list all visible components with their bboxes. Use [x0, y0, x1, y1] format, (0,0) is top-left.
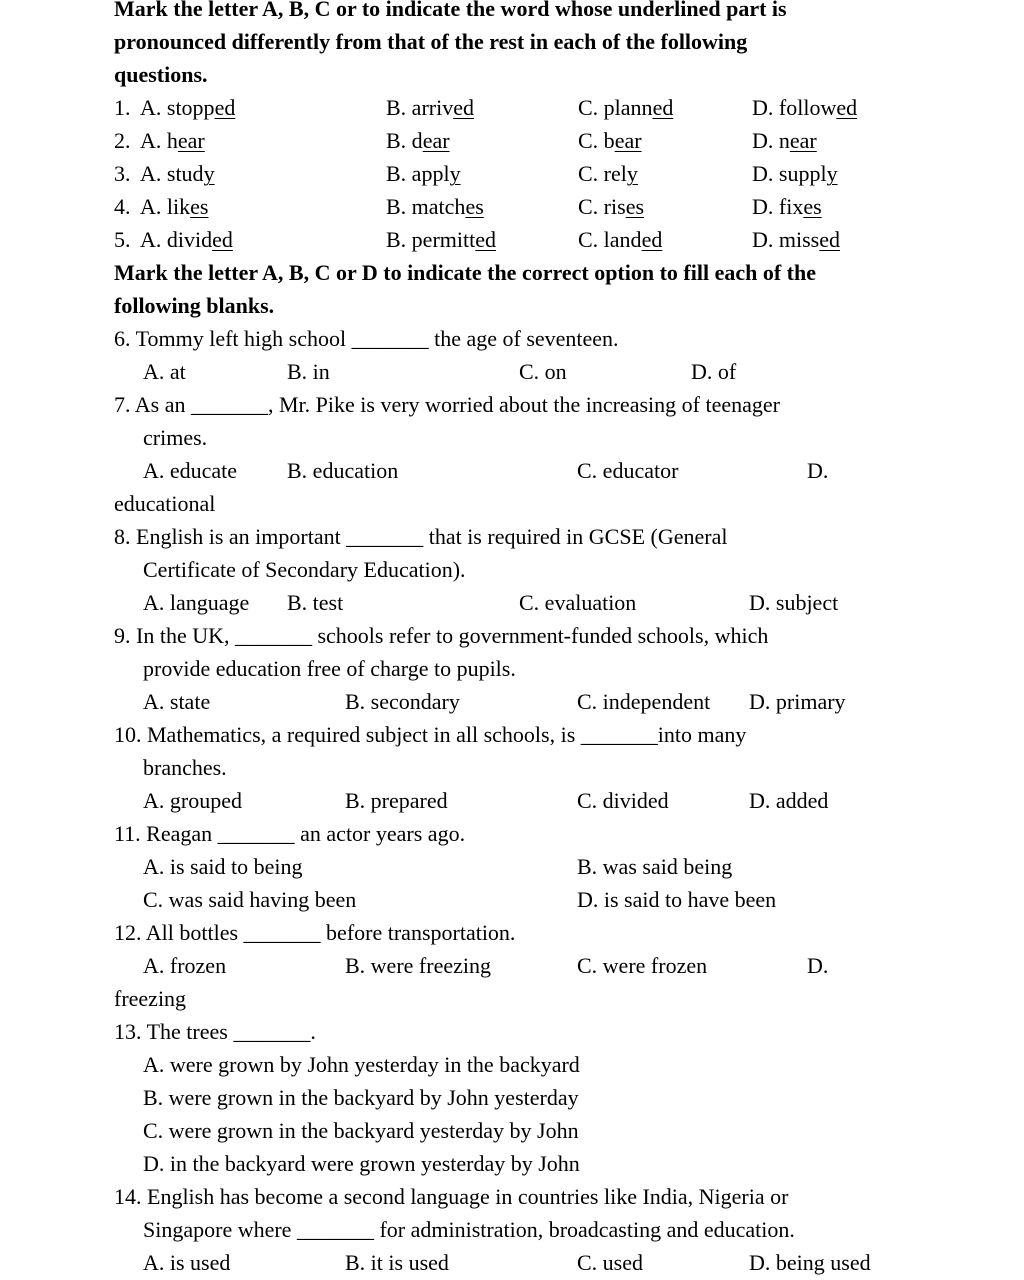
option-text: B. permitt	[386, 227, 476, 252]
option-b[interactable]	[386, 157, 461, 190]
question-number: 2.	[114, 128, 131, 153]
question-14-continuation: Singapore where _______ for administration, broadcasting and education.	[143, 1217, 795, 1242]
option-a[interactable]: A. were grown by John yesterday in the backyard	[143, 1052, 580, 1077]
question-14-options	[114, 1246, 914, 1279]
question-number: 4.	[114, 194, 131, 219]
underlined-part: ear	[177, 128, 205, 153]
question-11-options-row1	[114, 850, 914, 883]
underlined-part: y	[203, 161, 215, 186]
option-d[interactable]	[752, 223, 840, 256]
option-c[interactable]: C. used	[577, 1250, 643, 1275]
option-c[interactable]: C. were grown in the backyard yesterday by John	[143, 1118, 579, 1143]
section2-instruction-line1: Mark the letter A, B, C or D to indicate the correct option to fill each of the	[114, 260, 817, 285]
option-b[interactable]	[386, 124, 450, 157]
option-text: C. rel	[578, 161, 627, 186]
pronunciation-questions	[114, 91, 914, 256]
underlined-part: es	[190, 194, 209, 219]
question-7-continuation: crimes.	[143, 425, 208, 450]
underlined-part: ed	[641, 227, 663, 252]
option-d[interactable]: D.	[807, 458, 829, 483]
question-12-option-d-wrap[interactable]: freezing	[114, 986, 187, 1011]
option-b[interactable]: B. education	[287, 458, 399, 483]
option-a[interactable]: A. is used	[143, 1250, 231, 1275]
option-text: A. lik	[140, 194, 191, 219]
option-c[interactable]	[578, 157, 638, 190]
question-7-options	[114, 454, 914, 487]
question-number: 5.	[114, 227, 131, 252]
option-b[interactable]: B. prepared	[345, 788, 448, 813]
option-text: C. b	[578, 128, 615, 153]
question-11-options-row2	[114, 883, 914, 916]
option-text: C. ris	[578, 194, 626, 219]
option-a[interactable]: A. grouped	[143, 788, 242, 813]
option-c[interactable]: C. on	[519, 359, 567, 384]
option-text: C. land	[578, 227, 642, 252]
option-a[interactable]	[140, 223, 233, 256]
question-9-options	[114, 685, 914, 718]
question-2-row	[114, 124, 914, 157]
underlined-part: y	[626, 161, 638, 186]
question-7-stem: 7. As an _______, Mr. Pike is very worried about the increasing of teenager	[114, 392, 780, 417]
option-c[interactable]: C. independent	[577, 689, 711, 714]
option-text: D. miss	[752, 227, 820, 252]
option-text: B. appl	[386, 161, 450, 186]
option-a[interactable]: A. is said to being	[143, 854, 303, 879]
option-text: D. fix	[752, 194, 804, 219]
underlined-part: ed	[453, 95, 474, 120]
option-b[interactable]	[386, 91, 474, 124]
underlined-part: ear	[614, 128, 642, 153]
option-b[interactable]: B. was said being	[577, 854, 733, 879]
option-text: D. suppl	[752, 161, 827, 186]
question-12-stem: 12. All bottles _______ before transportation.	[114, 920, 516, 945]
option-text: A. h	[140, 128, 178, 153]
underlined-part: ed	[475, 227, 496, 252]
option-b[interactable]: B. were grown in the backyard by John yesterday	[143, 1085, 579, 1110]
option-text: D. n	[752, 128, 790, 153]
question-8-continuation: Certificate of Secondary Education).	[143, 557, 466, 582]
underlined-part: y	[449, 161, 461, 186]
option-d[interactable]: D. in the backyard were grown yesterday by John	[143, 1151, 580, 1176]
underlined-part: y	[826, 161, 838, 186]
underlined-part: es	[803, 194, 822, 219]
underlined-part: ear	[422, 128, 450, 153]
question-8-stem: 8. English is an important _______ that is required in GCSE (General	[114, 524, 728, 549]
option-c[interactable]	[578, 190, 644, 223]
section1-instruction-line2: pronounced differently from that of the rest in each of the following	[114, 29, 748, 54]
option-a[interactable]	[140, 91, 235, 124]
option-d[interactable]: D. added	[749, 788, 829, 813]
option-d[interactable]	[752, 190, 822, 223]
option-text: A. stud	[140, 161, 204, 186]
question-9-stem: 9. In the UK, _______ schools refer to government-funded schools, which	[114, 623, 769, 648]
option-text: B. arriv	[386, 95, 454, 120]
question-number: 1.	[114, 95, 131, 120]
option-a[interactable]: A. educate	[143, 458, 238, 483]
option-c[interactable]: C. evaluation	[519, 590, 637, 615]
option-b[interactable]: B. test	[287, 590, 344, 615]
question-9-continuation: provide education free of charge to pupils.	[143, 656, 516, 681]
underlined-part: ed	[652, 95, 674, 120]
option-a[interactable]: A. at	[143, 359, 186, 384]
option-c[interactable]	[578, 223, 662, 256]
option-b[interactable]: B. secondary	[345, 689, 460, 714]
question-10-options	[114, 784, 914, 817]
question-13-stem: 13. The trees _______.	[114, 1019, 316, 1044]
underlined-part: ed	[212, 227, 233, 252]
option-a[interactable]	[140, 124, 205, 157]
section1-instruction-line3: questions.	[114, 62, 208, 87]
question-10-continuation: branches.	[143, 755, 227, 780]
option-a[interactable]: A. state	[143, 689, 211, 714]
option-d[interactable]	[752, 91, 857, 124]
underlined-part: ed	[214, 95, 236, 120]
option-d[interactable]: D. of	[691, 359, 737, 384]
option-d[interactable]	[752, 157, 838, 190]
question-3-row	[114, 157, 914, 190]
question-14-stem: 14. English has become a second language in countries like India, Nigeria or	[114, 1184, 789, 1209]
option-c[interactable]	[578, 124, 642, 157]
question-11-stem: 11. Reagan _______ an actor years ago.	[114, 821, 466, 846]
option-d[interactable]: D. subject	[749, 590, 839, 615]
underlined-part: ed	[819, 227, 841, 252]
question-12-options	[114, 949, 914, 982]
option-a[interactable]	[140, 157, 215, 190]
option-text: B. match	[386, 194, 466, 219]
underlined-part: ear	[789, 128, 817, 153]
option-b[interactable]: B. were freezing	[345, 953, 491, 978]
option-d[interactable]: D. primary	[749, 689, 846, 714]
question-7-option-d-wrap[interactable]: educational	[114, 491, 216, 516]
option-c[interactable]: C. educator	[577, 458, 679, 483]
option-a[interactable]	[140, 190, 208, 223]
underlined-part: es	[625, 194, 645, 219]
question-4-row	[114, 190, 914, 223]
option-a[interactable]: A. language	[143, 590, 250, 615]
question-8-options	[114, 586, 914, 619]
option-b[interactable]: B. in	[287, 359, 330, 384]
option-text: C. plann	[578, 95, 653, 120]
question-number: 3.	[114, 161, 131, 186]
question-6-options	[114, 355, 914, 388]
underlined-part: es	[465, 194, 484, 219]
option-b[interactable]	[386, 190, 484, 223]
option-c[interactable]	[578, 91, 673, 124]
option-c[interactable]: C. were frozen	[577, 953, 708, 978]
option-d[interactable]: D.	[807, 953, 829, 978]
option-text: A. stopp	[140, 95, 215, 120]
section1-instruction-line1: Mark the letter A, B, C or to indicate the word whose underlined part is	[114, 0, 787, 21]
question-6-stem: 6. Tommy left high school _______ the age of seventeen.	[114, 326, 619, 351]
option-b[interactable]: B. it is used	[345, 1250, 449, 1275]
option-c[interactable]: C. divided	[577, 788, 669, 813]
section2-instruction-line2: following blanks.	[114, 293, 275, 318]
option-c[interactable]: C. was said having been	[143, 887, 357, 912]
option-d[interactable]	[752, 124, 817, 157]
option-text: B. d	[386, 128, 423, 153]
option-text: D. follow	[752, 95, 837, 120]
question-10-stem: 10. Mathematics, a required subject in all schools, is _______into many	[114, 722, 747, 747]
question-1-row	[114, 91, 914, 124]
question-5-row	[114, 223, 914, 256]
option-d[interactable]: D. being used	[749, 1250, 871, 1275]
underlined-part: ed	[836, 95, 858, 120]
option-d[interactable]: D. is said to have been	[577, 887, 777, 912]
option-b[interactable]	[386, 223, 496, 256]
option-text: A. divid	[140, 227, 213, 252]
worksheet	[114, 0, 914, 1279]
option-a[interactable]: A. frozen	[143, 953, 227, 978]
